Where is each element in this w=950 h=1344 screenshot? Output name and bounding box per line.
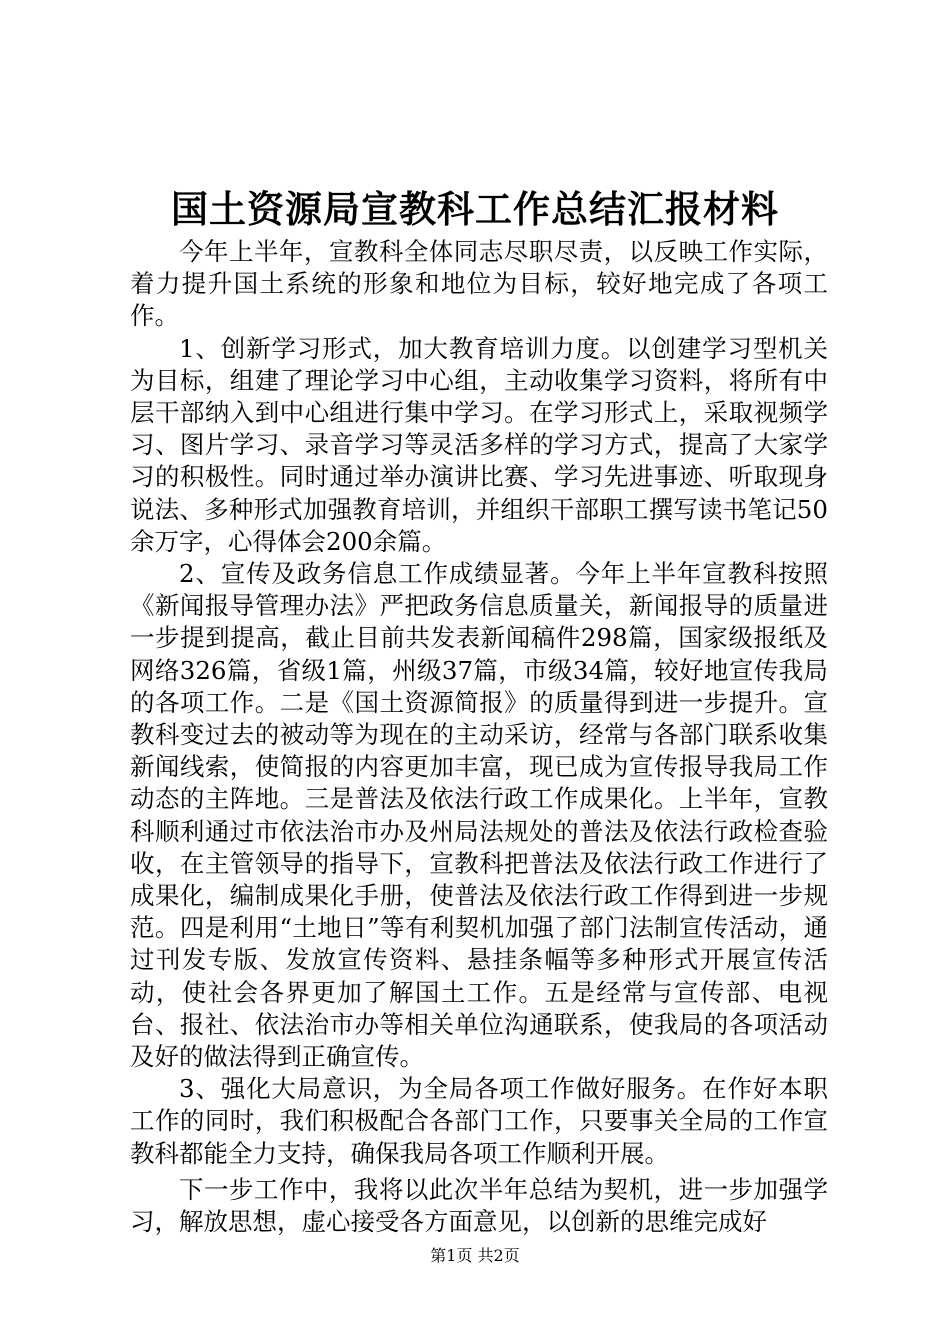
paragraph-next-steps: 下一步工作中，我将以此次半年总结为契机，进一步加强学习，解放思想，虚心接受各方面意见，以创新的思维完成好: [130, 1174, 828, 1237]
document-body: [130, 236, 828, 1238]
paragraph-study: 1、创新学习形式，加大教育培训力度。以创建学习型机关为目标，组建了理论学习中心组，主动收集学习资料，将所有中层干部纳入到中心组进行集中学习。在学习形式上，采取视频学习、图片学习、录音学习等灵活多样的学习方式，提高了大家学习的积极性。同时通过举办演讲比赛、学习先进事迹、听取现身说法、多种形式加强教育培训，并组织干部职工撰写读书笔记50余万字，心得体会200余篇。: [130, 333, 828, 556]
paragraph-service: 3、强化大局意识，为全局各项工作做好服务。在作好本职工作的同时，我们积极配合各部门工作，只要事关全局的工作宣教科都能全力支持，确保我局各项工作顺利开展。: [130, 1074, 828, 1168]
page-footer: 第1页 共2页: [430, 1246, 520, 1265]
document-title: 国土资源局宣教科工作总结汇报材料: [171, 187, 779, 231]
paragraph-intro: 今年上半年，宣教科全体同志尽职尽责，以反映工作实际，着力提升国土系统的形象和地位为目标，较好地完成了各项工作。: [130, 237, 828, 331]
paragraph-publicity: 2、宣传及政务信息工作成绩显著。今年上半年宣教科按照《新闻报导管理办法》严把政务信息质量关，新闻报导的质量进一步提到提高，截止目前共发表新闻稿件298篇，国家级报纸及网络326篇，省级1篇，州级37篇，市级34篇，较好地宣传我局的各项工作。二是《国土资源简报》的质量得到进一步提升。宣教科变过去的被动等为现在的主动采访，经常与各部门联系收集新闻线索，使简报的内容更加丰富，现已成为宣传报导我局工作动态的主阵地。三是普法及依法行政工作成果化。上半年，宣教科顺利通过市依法治市办及州局法规处的普法及依法行政检查验收，在主管领导的指导下，宣教科把普法及依法行政工作进行了成果化，编制成果化手册，使普法及依法行政工作得到进一步规范。四是利用“土地日”等有利契机加强了部门法制宣传活动，通过刊发专版、发放宣传资料、悬挂条幅等多种形式开展宣传活动，使社会各界更加了解国土工作。五是经常与宣传部、电视台、报社、依法治市办等相关单位沟通联系，使我局的各项活动及好的做法得到正确宣传。: [130, 559, 828, 1072]
